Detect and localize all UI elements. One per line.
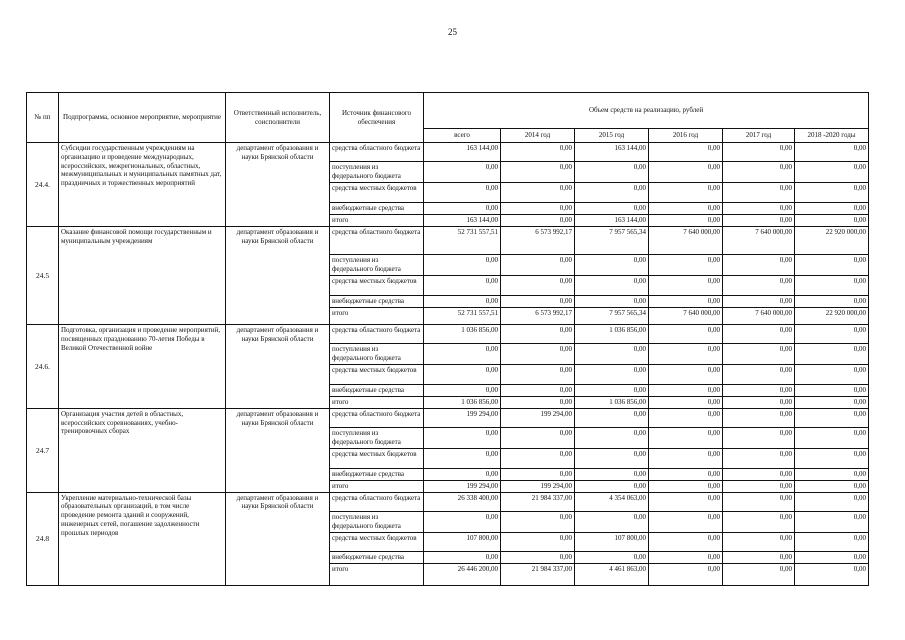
amount-cell: 0,00 (795, 468, 869, 480)
amount-cell: 0,00 (795, 214, 869, 226)
amount-cell: 0,00 (424, 162, 501, 183)
amount-cell: 0,00 (649, 492, 723, 511)
funding-source-label: итого (330, 307, 424, 324)
amount-cell: 199 294,00 (501, 480, 575, 492)
header-year-2014: 2014 год (501, 129, 575, 143)
amount-cell: 0,00 (795, 276, 869, 295)
amount-cell: 0,00 (424, 344, 501, 365)
amount-cell: 0,00 (649, 428, 723, 449)
amount-cell: 0,00 (424, 468, 501, 480)
amount-cell: 0,00 (795, 564, 869, 586)
amount-cell: 0,00 (649, 344, 723, 365)
funding-source-label: поступления из федерального бюджета (330, 255, 424, 276)
amount-cell: 0,00 (575, 183, 649, 202)
amount-cell: 0,00 (575, 408, 649, 427)
amount-cell: 0,00 (424, 428, 501, 449)
amount-cell: 0,00 (501, 295, 575, 307)
amount-cell: 0,00 (723, 552, 795, 564)
amount-cell: 0,00 (649, 202, 723, 214)
amount-cell: 0,00 (424, 276, 501, 295)
amount-cell: 0,00 (501, 449, 575, 468)
amount-cell: 0,00 (501, 143, 575, 162)
amount-cell: 0,00 (723, 511, 795, 532)
amount-cell: 0,00 (795, 511, 869, 532)
amount-cell: 0,00 (649, 384, 723, 396)
amount-cell: 0,00 (795, 552, 869, 564)
activity-name: Подготовка, организация и проведение мероприятий, посвященных празднованию 70-летия Победы в Великой Отечественной войне (59, 325, 226, 409)
funding-source-label: внебюджетные средства (330, 295, 424, 307)
amount-cell: 0,00 (501, 365, 575, 384)
amount-cell: 7 640 000,00 (723, 307, 795, 324)
amount-cell: 163 144,00 (575, 214, 649, 226)
activity-name: Оказание финансовой помощи государственным и муниципальным учреждениям (59, 226, 226, 324)
amount-cell: 0,00 (795, 532, 869, 551)
amount-cell: 0,00 (501, 468, 575, 480)
amount-cell: 0,00 (424, 202, 501, 214)
amount-cell: 0,00 (501, 214, 575, 226)
amount-cell: 0,00 (795, 480, 869, 492)
amount-cell: 0,00 (424, 183, 501, 202)
amount-cell: 0,00 (575, 344, 649, 365)
amount-cell: 0,00 (723, 365, 795, 384)
amount-cell: 0,00 (424, 384, 501, 396)
amount-cell: 7 640 000,00 (723, 226, 795, 255)
funding-source-label: итого (330, 214, 424, 226)
funding-source-label: средства местных бюджетов (330, 276, 424, 295)
funding-source-label: средства областного бюджета (330, 492, 424, 511)
amount-cell: 0,00 (649, 295, 723, 307)
amount-cell: 163 144,00 (424, 214, 501, 226)
amount-cell: 0,00 (575, 162, 649, 183)
amount-cell: 163 144,00 (424, 143, 501, 162)
amount-cell: 0,00 (649, 365, 723, 384)
funding-source-label: средства местных бюджетов (330, 532, 424, 551)
activity-code: 24.7 (27, 408, 59, 492)
amount-cell: 0,00 (649, 532, 723, 551)
amount-cell: 7 640 000,00 (649, 226, 723, 255)
amount-cell: 0,00 (501, 276, 575, 295)
funding-source-label: итого (330, 480, 424, 492)
amount-cell: 0,00 (649, 183, 723, 202)
table-row (27, 325, 869, 344)
amount-cell: 0,00 (649, 255, 723, 276)
amount-cell: 0,00 (723, 384, 795, 396)
amount-cell: 0,00 (575, 468, 649, 480)
amount-cell: 0,00 (723, 325, 795, 344)
amount-cell: 1 036 856,00 (575, 325, 649, 344)
funding-source-label: итого (330, 564, 424, 586)
amount-cell: 0,00 (649, 325, 723, 344)
table-row (27, 143, 869, 162)
amount-cell: 0,00 (424, 255, 501, 276)
amount-cell: 0,00 (795, 344, 869, 365)
amount-cell: 0,00 (501, 396, 575, 408)
activity-code: 24.6. (27, 325, 59, 409)
amount-cell: 0,00 (649, 162, 723, 183)
header-year-2017: 2017 год (723, 129, 795, 143)
amount-cell: 0,00 (575, 384, 649, 396)
amount-cell: 0,00 (795, 384, 869, 396)
header-year-2018-2020: 2018 -2020 годы (795, 129, 869, 143)
amount-cell: 0,00 (723, 162, 795, 183)
funding-source-label: поступления из федерального бюджета (330, 428, 424, 449)
activity-code: 24.4. (27, 143, 59, 227)
amount-cell: 0,00 (575, 449, 649, 468)
amount-cell: 0,00 (649, 511, 723, 532)
amount-cell: 0,00 (649, 468, 723, 480)
amount-cell: 0,00 (501, 162, 575, 183)
amount-cell: 0,00 (649, 214, 723, 226)
amount-cell: 0,00 (649, 449, 723, 468)
amount-cell: 0,00 (501, 202, 575, 214)
header-year-2015: 2015 год (575, 129, 649, 143)
amount-cell: 0,00 (649, 143, 723, 162)
amount-cell: 0,00 (795, 449, 869, 468)
amount-cell: 0,00 (795, 295, 869, 307)
amount-cell: 21 984 337,00 (501, 492, 575, 511)
funding-source-label: средства местных бюджетов (330, 365, 424, 384)
amount-cell: 52 731 557,51 (424, 307, 501, 324)
amount-cell: 0,00 (649, 564, 723, 586)
amount-cell: 0,00 (649, 552, 723, 564)
amount-cell: 7 640 000,00 (649, 307, 723, 324)
activity-name: Субсидии государственным учреждениям на организацию и проведение международных, всероссийских, межрегиональных, областных, межмуниципальных и муниципальных памятных дат, праздничных и торжественных мероприятий (59, 143, 226, 227)
amount-cell: 0,00 (723, 408, 795, 427)
activity-executor: департамент образования и науки Брянской области (226, 143, 330, 227)
funding-source-label: средства областного бюджета (330, 226, 424, 255)
amount-cell: 107 800,00 (575, 532, 649, 551)
amount-cell: 0,00 (723, 564, 795, 586)
funding-source-label: поступления из федерального бюджета (330, 511, 424, 532)
amount-cell: 0,00 (649, 480, 723, 492)
amount-cell: 0,00 (575, 480, 649, 492)
activity-name: Организация участия детей в областных, всероссийских соревнованиях, учебно-тренировочных сборах (59, 408, 226, 492)
amount-cell: 0,00 (723, 428, 795, 449)
amount-cell: 0,00 (723, 344, 795, 365)
funding-source-label: поступления из федерального бюджета (330, 344, 424, 365)
amount-cell: 0,00 (723, 214, 795, 226)
amount-cell: 0,00 (723, 532, 795, 551)
amount-cell: 0,00 (795, 143, 869, 162)
activity-code: 24.5 (27, 226, 59, 324)
amount-cell: 22 920 000,00 (795, 226, 869, 255)
amount-cell: 6 573 992,17 (501, 226, 575, 255)
amount-cell: 0,00 (424, 552, 501, 564)
amount-cell: 0,00 (501, 255, 575, 276)
amount-cell: 0,00 (649, 396, 723, 408)
amount-cell: 0,00 (501, 428, 575, 449)
amount-cell: 0,00 (501, 325, 575, 344)
amount-cell: 1 036 856,00 (575, 396, 649, 408)
funding-source-label: внебюджетные средства (330, 384, 424, 396)
amount-cell: 0,00 (501, 384, 575, 396)
amount-cell: 0,00 (723, 183, 795, 202)
amount-cell: 7 957 565,34 (575, 226, 649, 255)
amount-cell: 0,00 (723, 468, 795, 480)
amount-cell: 26 338 400,00 (424, 492, 501, 511)
header-source: Источник финансового обеспечения (330, 93, 424, 143)
amount-cell: 0,00 (723, 202, 795, 214)
activity-executor: департамент образования и науки Брянской области (226, 492, 330, 585)
amount-cell: 199 294,00 (424, 408, 501, 427)
funding-source-label: средства областного бюджета (330, 408, 424, 427)
table-row (27, 492, 869, 511)
amount-cell: 0,00 (795, 428, 869, 449)
amount-cell: 0,00 (795, 183, 869, 202)
amount-cell: 0,00 (575, 552, 649, 564)
activity-code: 24.8 (27, 492, 59, 585)
amount-cell: 0,00 (723, 492, 795, 511)
table-row (27, 408, 869, 427)
funding-source-label: средства областного бюджета (330, 325, 424, 344)
amount-cell: 0,00 (795, 162, 869, 183)
activity-executor: департамент образования и науки Брянской области (226, 226, 330, 324)
amount-cell: 7 957 565,34 (575, 307, 649, 324)
amount-cell: 26 446 200,00 (424, 564, 501, 586)
amount-cell: 0,00 (424, 449, 501, 468)
amount-cell: 0,00 (501, 511, 575, 532)
amount-cell: 0,00 (723, 143, 795, 162)
table-row (27, 226, 869, 255)
header-volume: Объем средств на реализацию, рублей (424, 93, 869, 129)
amount-cell: 0,00 (575, 428, 649, 449)
amount-cell: 0,00 (424, 365, 501, 384)
amount-cell: 0,00 (424, 511, 501, 532)
amount-cell: 107 800,00 (424, 532, 501, 551)
amount-cell: 21 984 337,00 (501, 564, 575, 586)
table-body (27, 143, 869, 586)
amount-cell: 0,00 (575, 295, 649, 307)
activity-executor: департамент образования и науки Брянской области (226, 325, 330, 409)
amount-cell: 0,00 (723, 255, 795, 276)
funding-source-label: внебюджетные средства (330, 468, 424, 480)
header-executor: Ответственный исполнитель, соисполнители (226, 93, 330, 143)
amount-cell: 0,00 (723, 480, 795, 492)
header-year-total: всего (424, 129, 501, 143)
amount-cell: 0,00 (795, 408, 869, 427)
amount-cell: 163 144,00 (575, 143, 649, 162)
amount-cell: 0,00 (575, 365, 649, 384)
amount-cell: 0,00 (575, 255, 649, 276)
amount-cell: 0,00 (424, 295, 501, 307)
amount-cell: 0,00 (795, 396, 869, 408)
amount-cell: 0,00 (723, 396, 795, 408)
amount-cell: 6 573 992,17 (501, 307, 575, 324)
amount-cell: 0,00 (501, 344, 575, 365)
header-activity: Подпрограмма, основное мероприятие, мероприятие (59, 93, 226, 143)
amount-cell: 0,00 (501, 183, 575, 202)
amount-cell: 0,00 (723, 449, 795, 468)
activity-name: Укрепление материально-технической базы образовательных организаций, в том числе проведение ремонта зданий и сооружений, инженерных сетей, погашение задолженности прошлых периодов (59, 492, 226, 585)
amount-cell: 0,00 (723, 295, 795, 307)
amount-cell: 4 354 063,00 (575, 492, 649, 511)
amount-cell: 0,00 (795, 202, 869, 214)
amount-cell: 52 731 557,51 (424, 226, 501, 255)
activity-executor: департамент образования и науки Брянской области (226, 408, 330, 492)
amount-cell: 0,00 (795, 365, 869, 384)
amount-cell: 22 920 000,00 (795, 307, 869, 324)
amount-cell: 0,00 (501, 532, 575, 551)
amount-cell: 0,00 (795, 325, 869, 344)
amount-cell: 1 036 856,00 (424, 325, 501, 344)
amount-cell: 0,00 (575, 276, 649, 295)
funding-source-label: поступления из федерального бюджета (330, 162, 424, 183)
amount-cell: 199 294,00 (424, 480, 501, 492)
amount-cell: 199 294,00 (501, 408, 575, 427)
amount-cell: 0,00 (795, 492, 869, 511)
amount-cell: 0,00 (723, 276, 795, 295)
funding-source-label: итого (330, 396, 424, 408)
funding-source-label: средства местных бюджетов (330, 183, 424, 202)
amount-cell: 0,00 (649, 408, 723, 427)
page-number: 25 (448, 27, 457, 37)
financing-table (26, 92, 869, 586)
amount-cell: 0,00 (795, 255, 869, 276)
amount-cell: 1 036 856,00 (424, 396, 501, 408)
amount-cell: 0,00 (649, 276, 723, 295)
amount-cell: 0,00 (575, 202, 649, 214)
funding-source-label: внебюджетные средства (330, 552, 424, 564)
funding-source-label: средства областного бюджета (330, 143, 424, 162)
funding-source-label: внебюджетные средства (330, 202, 424, 214)
header-year-2016: 2016 год (649, 129, 723, 143)
funding-source-label: средства местных бюджетов (330, 449, 424, 468)
amount-cell: 4 461 863,00 (575, 564, 649, 586)
amount-cell: 0,00 (575, 511, 649, 532)
amount-cell: 0,00 (501, 552, 575, 564)
header-number: № пп (27, 93, 59, 143)
